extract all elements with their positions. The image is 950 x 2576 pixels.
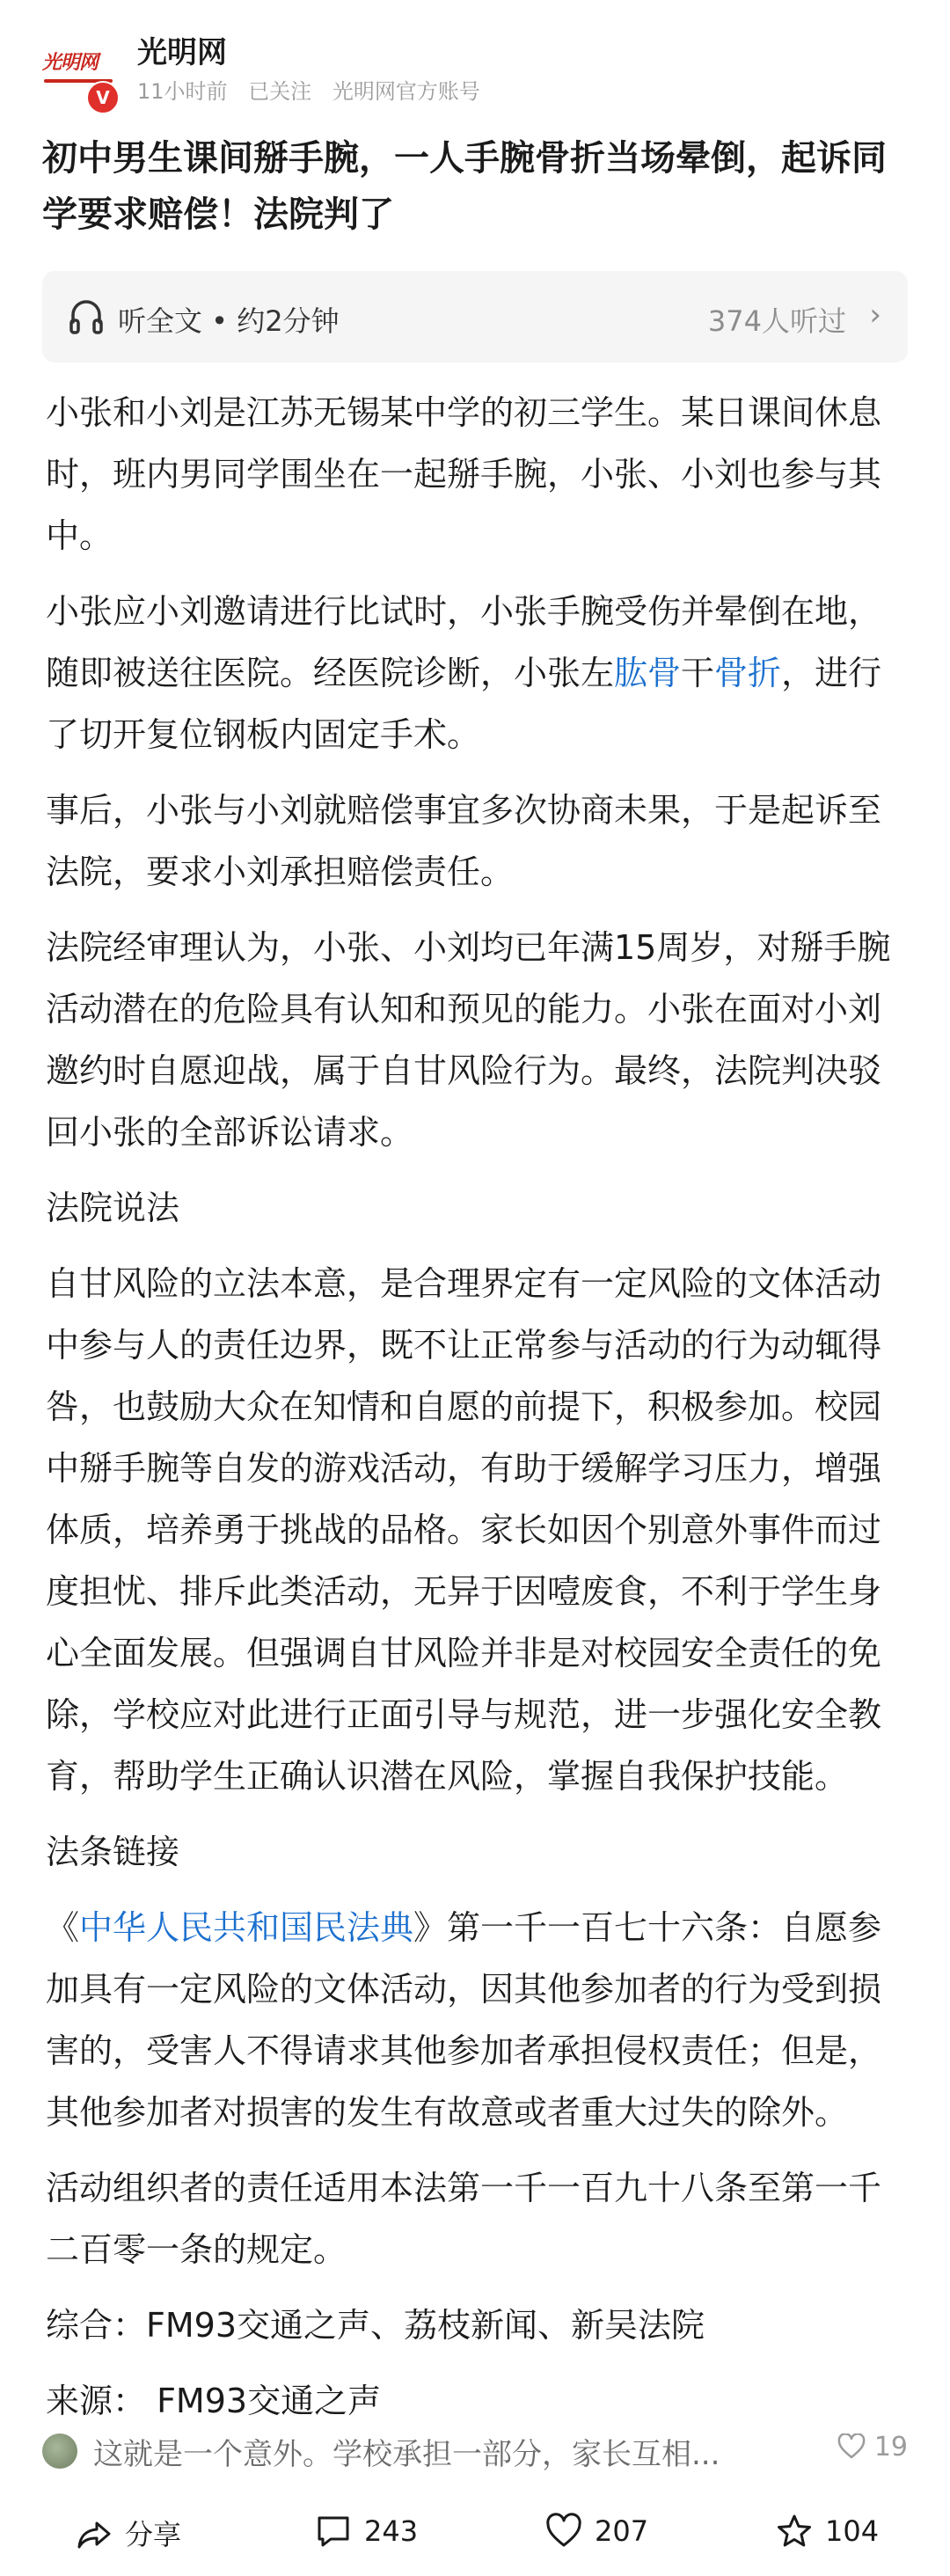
comment-like-button[interactable] [837,2432,908,2463]
keyword-link-fracture[interactable]: 骨折 [714,654,782,692]
like-count: 207 [595,2514,649,2548]
like-button[interactable] [545,2513,648,2557]
guangming-logo[interactable] [42,40,116,111]
comment-count: 243 [364,2514,419,2548]
account-type: 光明网官方账号 [332,79,480,104]
paragraph-text: ，进行了切开复位钢板内固定手术。 [46,654,882,754]
author-meta [137,74,494,105]
paragraph [46,581,908,765]
paragraph: 活动组织者的责任适用本法第一千一百九十八条至第一千二百零一条的规定。 [46,2169,882,2269]
bottom-action-bar [0,2495,950,2576]
paragraph: 自甘风险的立法本意，是合理界定有一定风险的文体活动中参与人的责任边界，既不让正常参与活动的行为动辄得咎，也鼓励大众在知情和自愿的前提下，积极参加。校园中掰手腕等自发的游戏活动，有助于缓解学习压力，增强体质，培养勇于挑战的品格。家长如因个别意外事件而过度担忧、排斥此类活动，无异于因噎废食，不利于学生身心全面发展。但强调自甘风险并非是对校园安全责任的免除，学校应对此进行正面引导与规范，进一步强化安全教育，帮助学生正确认识潜在风险，掌握自我保护技能。 [46,1264,882,1796]
paragraph-text: 干 [681,654,715,692]
comment-preview-text: 这就是一个意外。学校承担一部分，家长互相... [93,2437,720,2472]
article-body [46,382,908,2446]
share-button[interactable] [76,2513,181,2557]
listen-count: 374人听过 [707,304,846,338]
listen-label: 听全文 • 约2分钟 [118,304,340,338]
keyword-link-civil-code[interactable]: 中华人民共和国民法典 [79,1908,414,1947]
comment-preview[interactable] [42,2425,908,2477]
comment-icon [315,2513,352,2550]
follow-status[interactable]: 已关注 [248,79,312,104]
verified-badge-icon: V [86,81,120,114]
article-header [42,28,908,107]
paragraph-text: 》第一千一百七十六条：自愿参加具有一定风险的文体活动，因其他参加者的行为受到损害的，受害人不得请求其他参加者承担侵权责任；但是，其他参加者对损害的发生有故意或者重大过失的除外。 [46,1908,882,2132]
paragraph [46,1897,908,2143]
heart-icon [545,2513,582,2550]
paragraph: 来源： FM93交通之声 [46,2382,382,2420]
chevron-right-icon: › [869,297,881,333]
listen-full-text-bar[interactable] [42,271,908,362]
star-icon [776,2513,813,2550]
heart-icon [837,2433,866,2460]
paragraph: 小张和小刘是江苏无锡某中学的初三学生。某日课间休息时，班内男同学围坐在一起掰手腕，小张、小刘也参与其中。 [46,393,882,555]
section-heading: 法院说法 [46,1189,180,1227]
section-heading: 法条链接 [46,1833,180,1871]
paragraph: 法院经审理认为，小张、小刘均已年满15周岁，对掰手腕活动潜在的危险具有认知和预见的能力。小张在面对小刘邀约时自愿迎战，属于自甘风险行为。最终，法院判决驳回小张的全部诉讼请求。 [46,928,891,1152]
favorite-button[interactable] [776,2513,879,2557]
publish-time: 11小时前 [137,79,228,104]
paragraph-text: 小张应小刘邀请进行比试时，小张手腕受伤并晕倒在地，随即被送往医院。经医院诊断，小张左 [46,592,882,692]
paragraph-text: 《 [46,1908,80,1947]
comment-button[interactable] [315,2513,418,2557]
paragraph: 事后，小张与小刘就赔偿事宜多次协商未果，于是起诉至法院，要求小刘承担赔偿责任。 [46,791,882,891]
share-label: 分享 [125,2518,182,2551]
paragraph: 综合：FM93交通之声、荔枝新闻、新吴法院 [46,2306,705,2345]
author-name[interactable]: 光明网 [137,35,227,70]
favorite-count: 104 [825,2514,880,2548]
article-title: 初中男生课间掰手腕，一人手腕骨折当场晕倒，起诉同学要求赔偿！法院判了 [42,138,887,235]
keyword-link-humerus[interactable]: 肱骨 [614,654,682,692]
headphones-icon [69,297,104,336]
share-icon [76,2516,113,2553]
logo-text: 光明网 [42,51,99,74]
commenter-avatar [42,2433,77,2469]
comment-like-count: 19 [873,2432,908,2463]
